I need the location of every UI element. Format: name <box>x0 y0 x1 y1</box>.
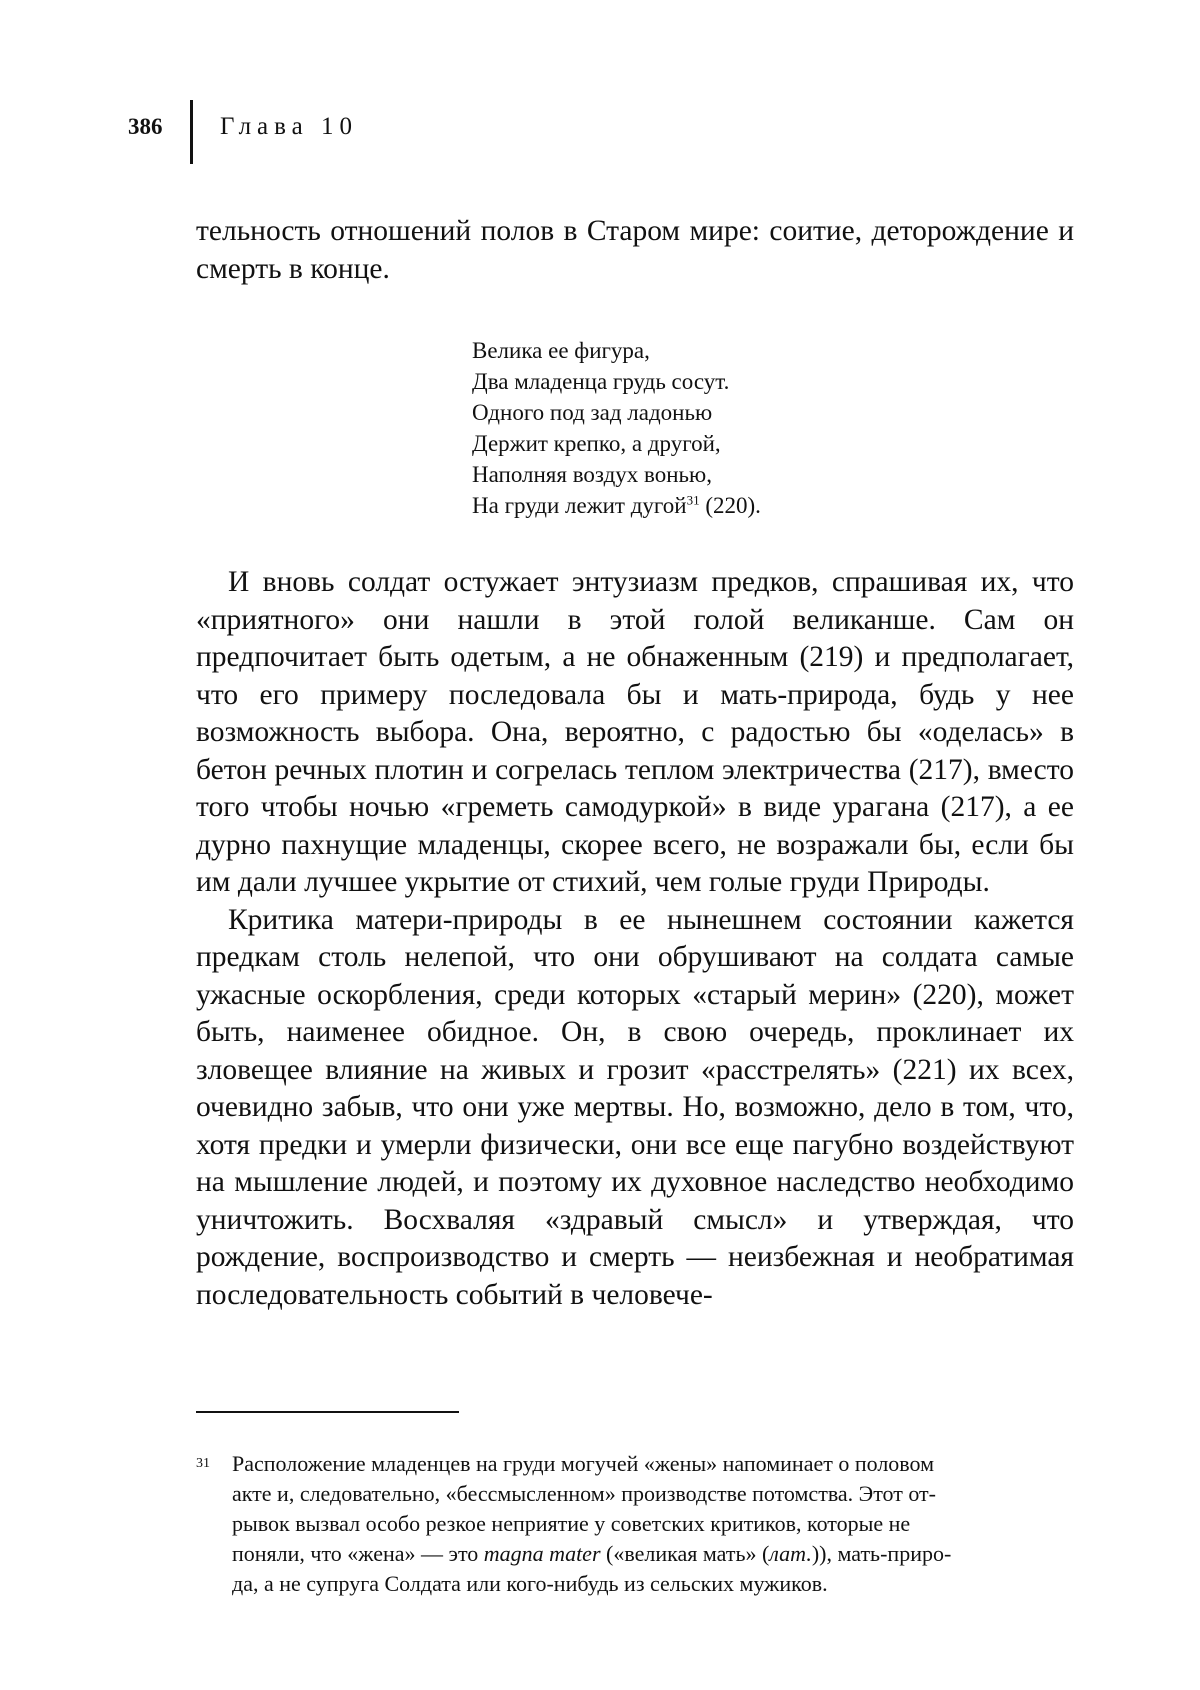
poem-line: Два младенца грудь сосут. <box>472 369 730 394</box>
poem-line: Держит крепко, а другой, <box>472 431 721 456</box>
footnote-italic-abbrev: лат. <box>769 1541 812 1566</box>
footnote-line: рывок вызвал особо резкое неприятие у советских критиков, которые не <box>232 1511 911 1536</box>
footnote-line: акте и, следовательно, «бессмысленном» производстве потомства. Этот от- <box>232 1481 936 1506</box>
footnote-line: да, а не супруга Солдата или кого-нибудь из сельских мужиков. <box>232 1571 828 1596</box>
poem-citation: (220). <box>699 493 761 518</box>
footnote-segment: )), мать-приро- <box>811 1541 952 1566</box>
main-text <box>196 564 1074 1314</box>
footnote <box>196 1449 1074 1599</box>
footnote-number: 31 <box>196 1456 210 1471</box>
footnote-text <box>232 1449 1074 1599</box>
footnote-segment: поняли, что «жена» — это <box>232 1541 484 1566</box>
footnote-line <box>232 1539 1074 1569</box>
paragraph: И вновь солдат остужает энтузиазм предков, спрашивая их, что «приятного» они нашли в этой голой великанше. Сам он предпочитает быть одетым, а не обнаженным (219) и предполагает, что его примеру последовала бы и мать-природа, будь у нее возможность выбора. Она, вероятно, с радостью бы «оделась» в бетон речных плотин и согрелась теплом электричества (217), вместо того чтобы ночью «греметь самодуркой» в виде урагана (217), а ее дурно пахнущие младенцы, скорее всего, не возражали бы, если бы им дали лучшее укрытие от стихий, чем голые груди Природы. <box>196 566 1074 898</box>
page-number: 386 <box>128 114 163 139</box>
poem-line: Велика ее фигура, <box>472 338 650 363</box>
chapter-title: Глава 10 <box>220 113 358 140</box>
poem-line-text: На груди лежит дугой <box>472 493 687 518</box>
intro-paragraph <box>196 213 1074 288</box>
footnote-segment: («великая мать» ( <box>600 1541 770 1566</box>
footnote-divider <box>196 1411 459 1413</box>
footnote-italic-term: magna mater <box>483 1541 601 1566</box>
footnote-line: Расположение младенцев на груди могучей «жены» напоминает о половом <box>232 1451 935 1476</box>
poem-line: Одного под зад ладонью <box>472 400 713 425</box>
poem-last-line <box>472 490 761 521</box>
footnote-reference[interactable]: 31 <box>686 492 700 508</box>
poem-block <box>472 335 761 521</box>
intro-text: тельность отношений полов в Старом мире: соитие, деторождение и смерть в конце. <box>196 215 1074 285</box>
header-divider <box>190 100 193 164</box>
paragraph: Критика матери-природы в ее нынешнем состоянии кажется предкам столь нелепой, что они обрушивают на солдата самые ужасные оскорбления, среди которых «старый мерин» (220), может быть, наименее обидное. Он, в свою очередь, проклинает их зловещее влияние на живых и грозит «расстрелять» (221) их всех, очевидно забыв, что они уже мертвы. Но, возможно, дело в том, что, хотя предки и умерли физически, они все еще пагубно воздействуют на мышление людей, и поэтому их духовное наследство необходимо уничтожить. Восхваляя «здравый смысл» и утверждая, что рождение, воспроизводство и смерть — неизбежная и необратимая последовательность событий в человече- <box>196 903 1074 1311</box>
poem-line: Наполняя воздух вонью, <box>472 462 712 487</box>
